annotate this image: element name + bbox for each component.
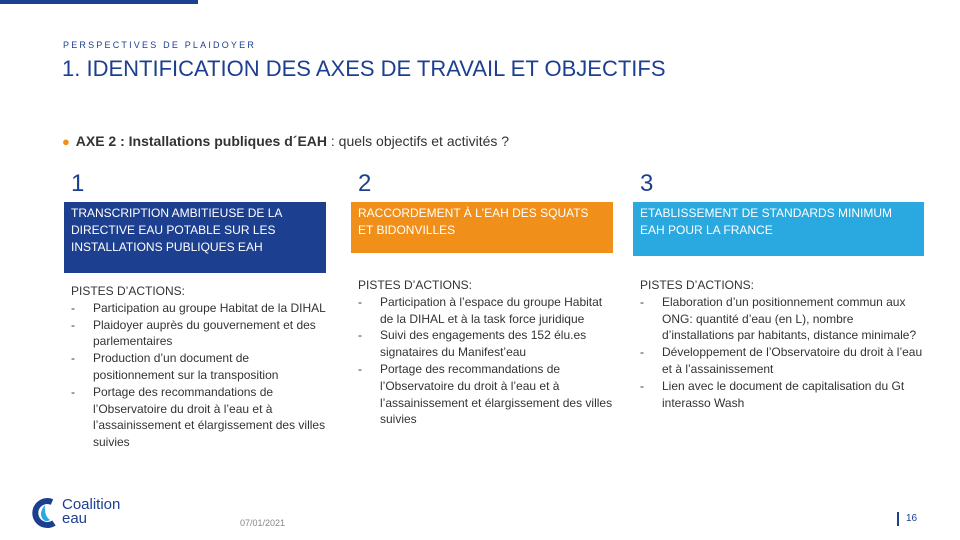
axe-heading	[62, 133, 509, 149]
column-number: 1	[71, 170, 85, 197]
list-item: - Lien avec le document de capitalisation du Gt interasso Wash	[640, 378, 924, 412]
list-item: - Développement de l’Observatoire du droit à l’eau et à l’assainissement	[640, 344, 924, 378]
list-item: - Plaidoyer auprès du gouvernement et des parlementaires	[71, 317, 326, 351]
column-heading-box: TRANSCRIPTION AMBITIEUSE DE LA DIRECTIVE EAU POTABLE SUR LES INSTALLATIONS PUBLIQUES EAH	[64, 202, 326, 273]
actions-list	[358, 294, 613, 428]
list-item: - Suivi des engagements des 152 élu.es signataires du Manifest’eau	[358, 327, 613, 361]
actions-label: PISTES D’ACTIONS:	[358, 278, 473, 292]
actions-list	[640, 294, 924, 412]
list-item: - Participation au groupe Habitat de la DIHAL	[71, 300, 326, 317]
top-accent-bar	[0, 0, 198, 4]
page-title: 1. IDENTIFICATION DES AXES DE TRAVAIL ET OBJECTIFS	[62, 56, 666, 81]
actions-block	[351, 277, 613, 428]
column-heading-box: RACCORDEMENT À L'EAH DES SQUATS ET BIDONVILLES	[351, 202, 613, 253]
coalition-eau-logo	[30, 496, 150, 532]
logo-line-1: Coalition	[62, 496, 121, 513]
list-item: - Portage des recommandations de l’Observatoire du droit à l’eau et à l’assainissement et élargissement des villes suivies	[71, 384, 326, 451]
list-item: - Portage des recommandations de l’Observatoire du droit à l’eau et à l’assainissement et élargissement des villes suivies	[358, 361, 613, 428]
page-number: 16	[897, 512, 917, 526]
actions-label: PISTES D’ACTIONS:	[71, 284, 186, 298]
column-number: 2	[358, 170, 372, 197]
column-number: 3	[640, 170, 654, 197]
axe-heading-bold: AXE 2 : Installations publiques d´EAH	[75, 133, 327, 149]
list-item: - Elaboration d’un positionnement commun aux ONG: quantité d’eau (en L), nombre d’installations par habitants, distance minimale?	[640, 294, 924, 344]
axis-column-3	[633, 170, 924, 411]
actions-list	[71, 300, 326, 451]
axis-column-1	[64, 170, 326, 451]
list-item: - Production d’un document de positionnement sur la transposition	[71, 350, 326, 384]
bullet-icon: ●	[62, 134, 70, 149]
actions-label: PISTES D’ACTIONS:	[640, 278, 755, 292]
footer-date: 07/01/2021	[240, 518, 286, 528]
logo-line-2: eau	[62, 510, 88, 527]
actions-block	[633, 277, 924, 411]
axis-column-2	[351, 170, 613, 428]
list-item: - Participation à l’espace du groupe Habitat de la DIHAL et à la task force juridique	[358, 294, 613, 328]
column-heading-box: ETABLISSEMENT DE STANDARDS MINIMUM EAH POUR LA FRANCE	[633, 202, 924, 256]
axe-heading-rest: : quels objectifs et activités ?	[327, 133, 510, 149]
logo-wordmark	[62, 498, 120, 526]
section-kicker: PERSPECTIVES DE PLAIDOYER	[63, 40, 257, 50]
actions-block	[64, 283, 326, 451]
logo-mark-icon	[30, 496, 60, 530]
